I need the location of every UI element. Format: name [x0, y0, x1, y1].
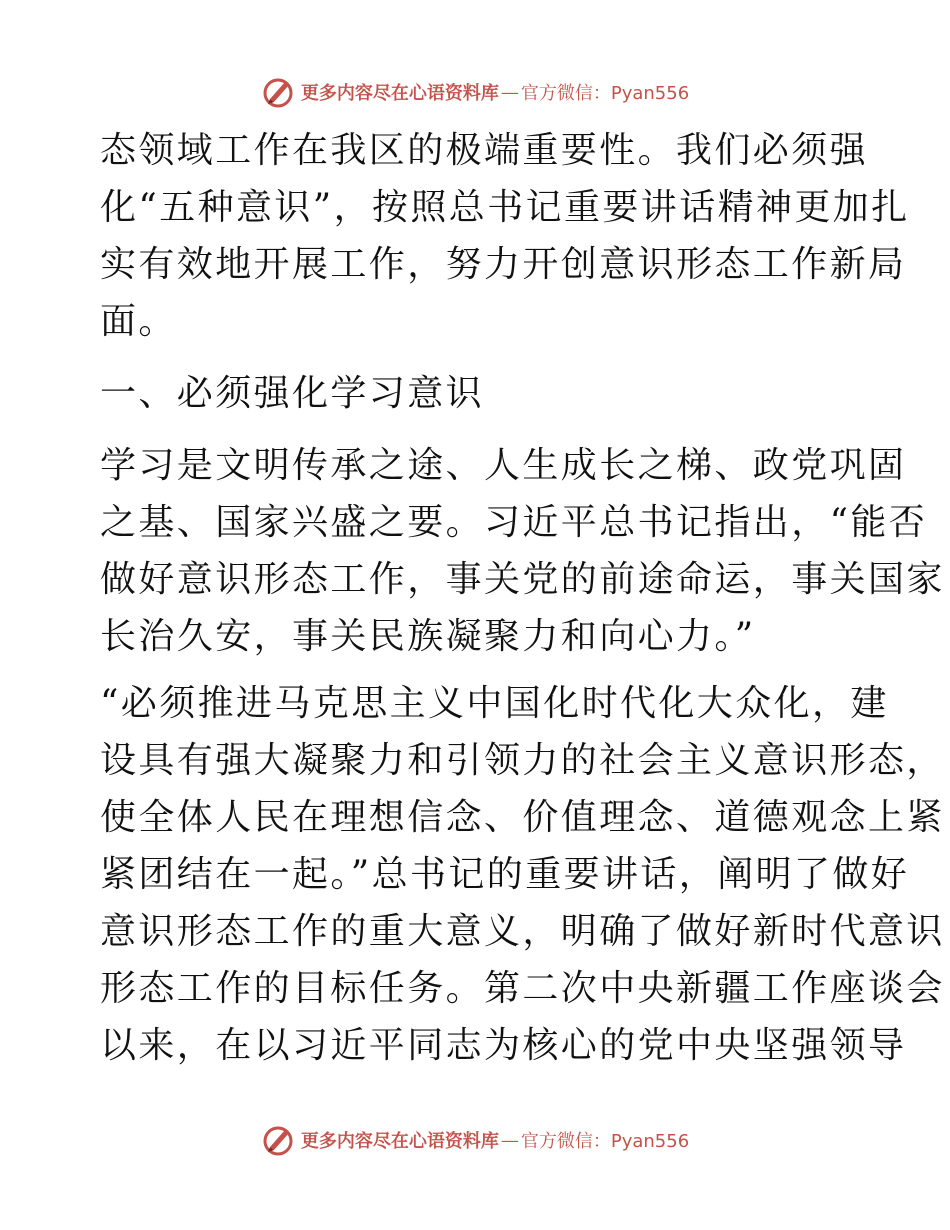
heading-line: 一、必须强化学习意识 [100, 373, 485, 414]
paragraph-1 [100, 122, 910, 350]
pen-logo-icon [261, 1122, 297, 1158]
text-line: “必须推进马克思主义中国化时代化大众化，建 [100, 683, 889, 724]
footer-separator: — [500, 1129, 519, 1151]
text-line: 设具有强大凝聚力和引领力的社会主义意识形态， [100, 740, 945, 781]
footer-wechat-text: 官方微信：Pyan556 [520, 1131, 690, 1152]
document-body [100, 122, 945, 1074]
header-site-text: 更多内容尽在心语资料库 [300, 83, 499, 104]
footer-site-text: 更多内容尽在心语资料库 [300, 1131, 499, 1152]
text-line: 态领域工作在我区的极端重要性。我们必须强 [100, 130, 869, 171]
footer-banner [0, 1120, 950, 1160]
text-line: 长治久安，事关民族凝聚力和向心力。” [100, 616, 756, 657]
text-line: 学习是文明传承之途、人生成长之梯、政党巩固 [100, 445, 907, 486]
header-separator: — [500, 81, 519, 103]
text-line: 紧团结在一起。”总书记的重要讲话，阐明了做好 [100, 854, 910, 895]
section-heading [100, 365, 860, 422]
text-line: 化“五种意识”，按照总书记重要讲话精神更加扎 [100, 187, 910, 228]
text-line: 实有效地开展工作，努力开创意识形态工作新局 [100, 244, 907, 285]
text-line: 做好意识形态工作，事关党的前途命运，事关国家 [100, 559, 945, 600]
text-line: 形态工作的目标任务。第二次中央新疆工作座谈会 [100, 968, 945, 1009]
pen-logo-icon [261, 74, 297, 110]
header-banner [0, 72, 950, 112]
paragraph-2 [100, 437, 945, 665]
header-wechat-text: 官方微信：Pyan556 [520, 83, 690, 104]
text-line: 之基、国家兴盛之要。习近平总书记指出，“能否 [100, 502, 928, 543]
text-line: 以来，在以习近平同志为核心的党中央坚强领导 [100, 1025, 907, 1066]
text-line: 使全体人民在理想信念、价值理念、道德观念上紧 [100, 797, 945, 838]
paragraph-3 [100, 675, 945, 1074]
text-line: 意识形态工作的重大意义，明确了做好新时代意识 [100, 911, 945, 952]
text-line: 面。 [100, 301, 177, 342]
